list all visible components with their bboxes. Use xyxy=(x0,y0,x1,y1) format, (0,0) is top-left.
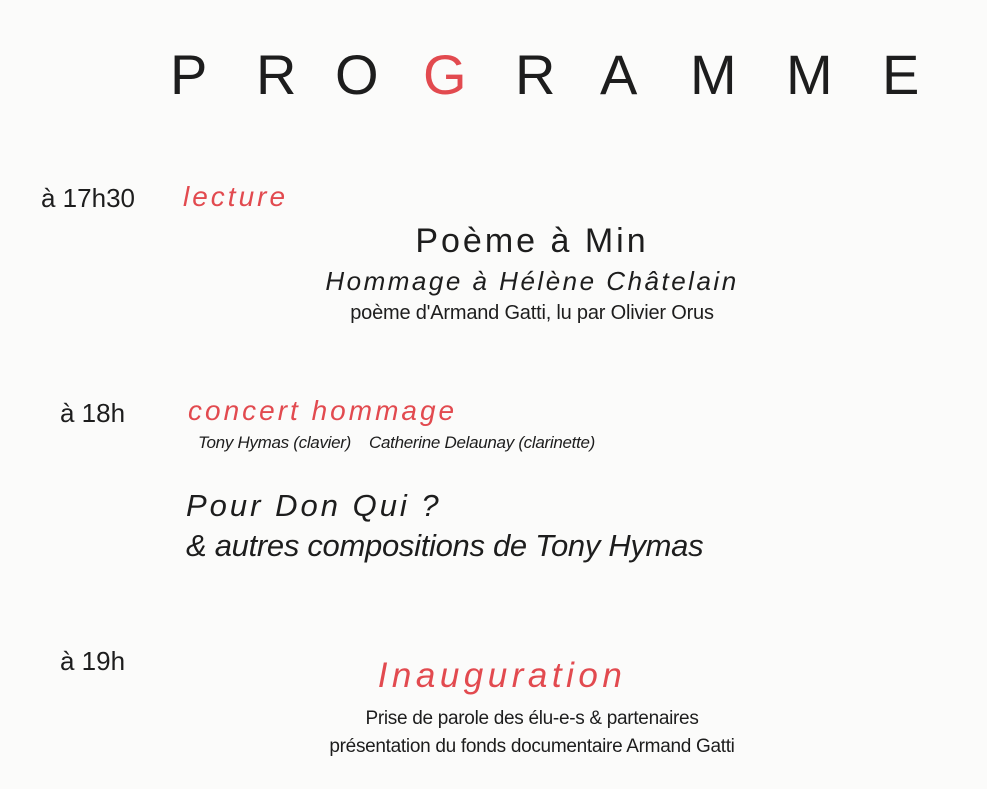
title-letter: M xyxy=(786,43,833,106)
event-title: Pour Don Qui ? xyxy=(186,488,442,523)
event-time: à 17h30 xyxy=(41,183,135,213)
performers xyxy=(198,431,595,455)
title-letter-accent: G xyxy=(423,43,467,106)
title-letter: M xyxy=(690,43,737,106)
title-letter: O xyxy=(335,43,379,106)
title-letter: R xyxy=(256,43,297,106)
event-title: Poème à Min xyxy=(415,222,649,260)
event-time: à 19h xyxy=(60,646,126,676)
event-subtitle: Hommage à Hélène Châtelain xyxy=(325,266,739,296)
title-letter: P xyxy=(170,43,208,106)
event-title-line-2: & autres compositions de Tony Hymas xyxy=(186,528,704,563)
event-detail: présentation du fonds documentaire Armand Gatti xyxy=(329,736,735,757)
event-type: concert hommage xyxy=(188,395,458,426)
event-time: à 18h xyxy=(60,398,126,428)
event-type: lecture xyxy=(183,181,289,212)
title-letter: R xyxy=(515,43,556,106)
performer: Tony Hymas (clavier) xyxy=(198,433,352,452)
title-letter: E xyxy=(882,43,920,106)
event-title: Inauguration xyxy=(377,656,627,695)
title-letter: A xyxy=(600,43,638,106)
page-title xyxy=(170,40,930,110)
performer: Catherine Delaunay (clarinette) xyxy=(369,433,596,452)
event-detail: Prise de parole des élu-e-s & partenaires xyxy=(365,708,699,729)
event-credit: poème d'Armand Gatti, lu par Olivier Orus xyxy=(350,302,714,324)
